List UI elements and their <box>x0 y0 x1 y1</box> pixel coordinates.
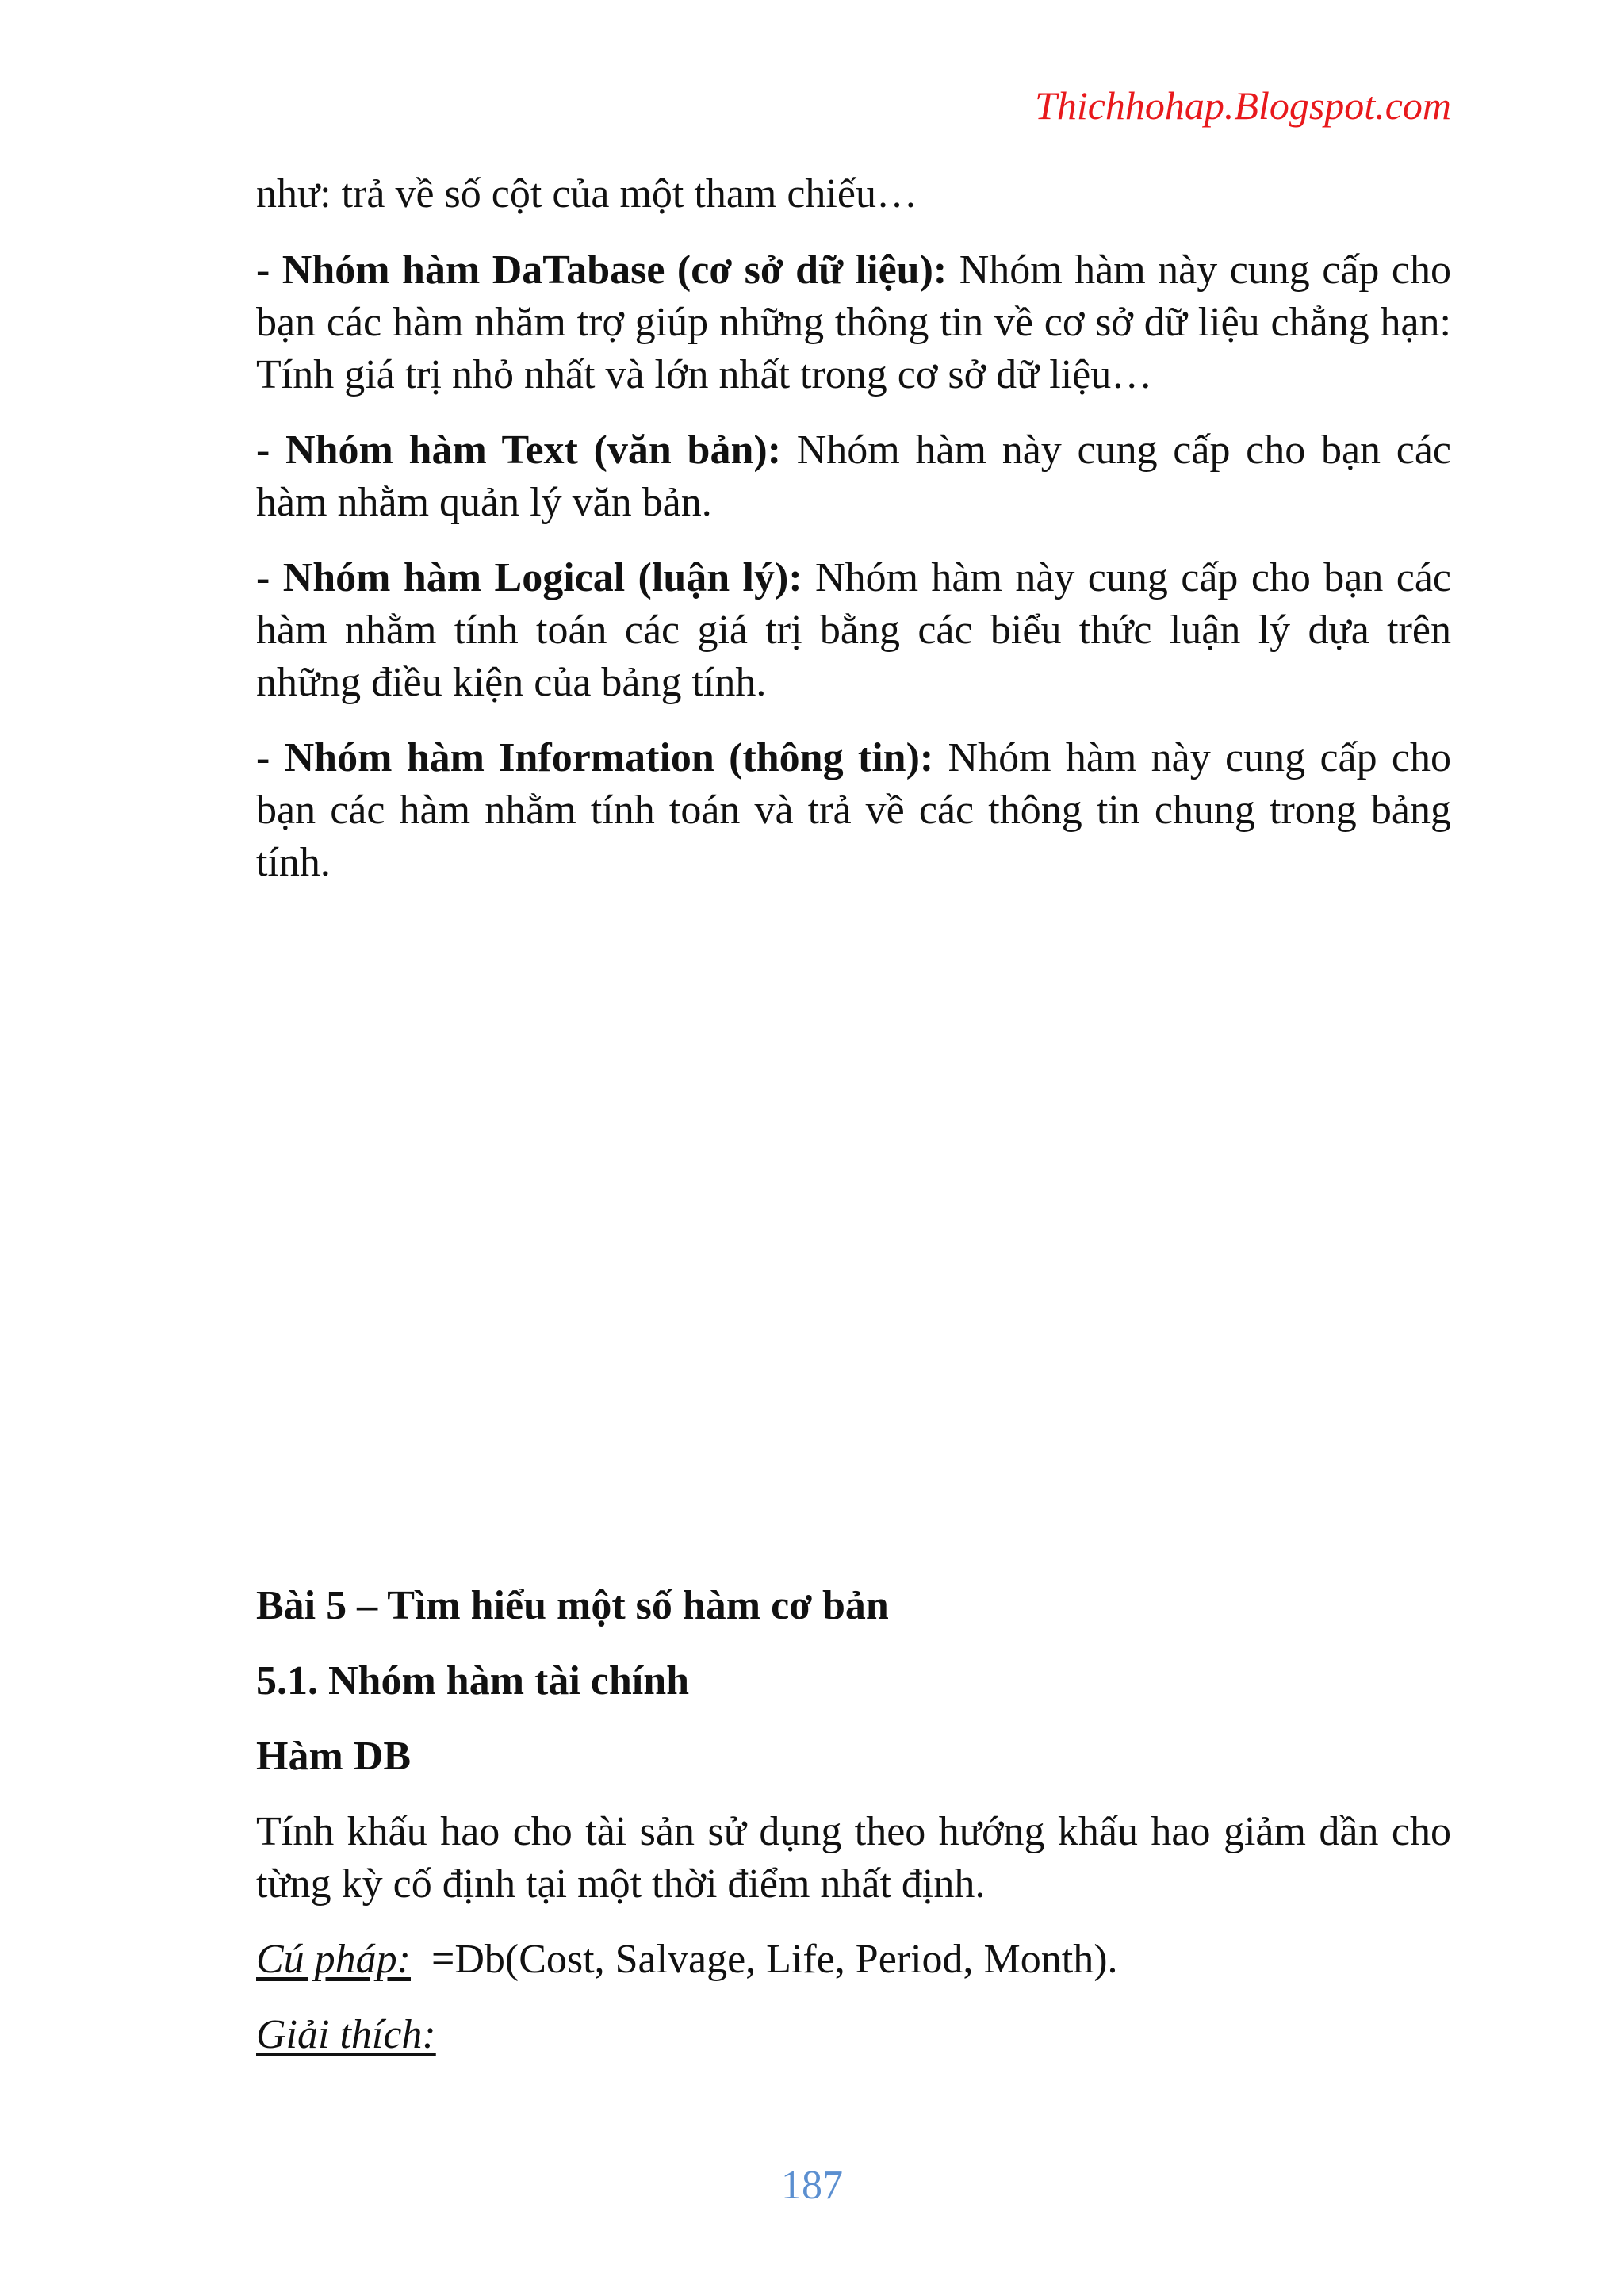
function-title: Hàm DB <box>256 1734 411 1779</box>
function-description: Tính khấu hao cho tài sản sử dụng theo hướng khấu hao giảm dần cho từng kỳ cố định tại một thời điểm nhất định. <box>256 1809 1451 1907</box>
syntax-text: =Db(Cost, Salvage, Life, Period, Month). <box>431 1937 1118 1982</box>
group-text: Nhóm hàm này cung cấp cho bạn các hàm nhằm tính toán và trả về các thông tin chung trong bảng tính. <box>256 735 1451 885</box>
syntax-label: Cú pháp: <box>256 1937 411 1982</box>
group-information <box>256 732 1451 889</box>
lesson-title: Bài 5 – Tìm hiểu một số hàm cơ bản <box>256 1583 889 1628</box>
explain-line <box>256 2009 1451 2061</box>
group-title: - Nhóm hàm Information (thông tin): <box>256 735 934 780</box>
explain-label: Giải thích: <box>256 2012 436 2057</box>
subsection-title: 5.1. Nhóm hàm tài chính <box>256 1658 690 1704</box>
syntax-line <box>256 1934 1451 1986</box>
group-text: Nhóm hàm này cung cấp cho bạn các hàm nhằm quản lý văn bản. <box>256 427 1452 525</box>
page-number: 187 <box>781 2163 843 2208</box>
group-text: Nhóm hàm này cung cấp cho bạn các hàm nhằm tính toán các giá trị bằng các biểu thức luận lý dựa trên những điều kiện của bảng tính. <box>256 555 1452 705</box>
group-database <box>256 244 1451 401</box>
body-text <box>256 168 1451 912</box>
group-title: - Nhóm hàm DaTabase (cơ sở dữ liệu): <box>256 247 948 293</box>
lesson-section <box>256 1580 1451 2084</box>
group-title: - Nhóm hàm Logical (luận lý): <box>256 555 802 600</box>
continuation-line: như: trả về số cột của một tham chiếu… <box>256 171 917 217</box>
group-title: - Nhóm hàm Text (văn bản): <box>256 427 782 473</box>
group-text-functions <box>256 424 1451 529</box>
site-header-link: Thichhohap.Blogspot.com <box>1035 83 1451 128</box>
group-logical <box>256 552 1451 709</box>
group-text: Nhóm hàm này cung cấp cho bạn các hàm nhăm trợ giúp những thông tin về cơ sở dữ liệu chẳng hạn: Tính giá trị nhỏ nhất và lớn nhất trong cơ sở dữ liệu… <box>256 247 1451 397</box>
